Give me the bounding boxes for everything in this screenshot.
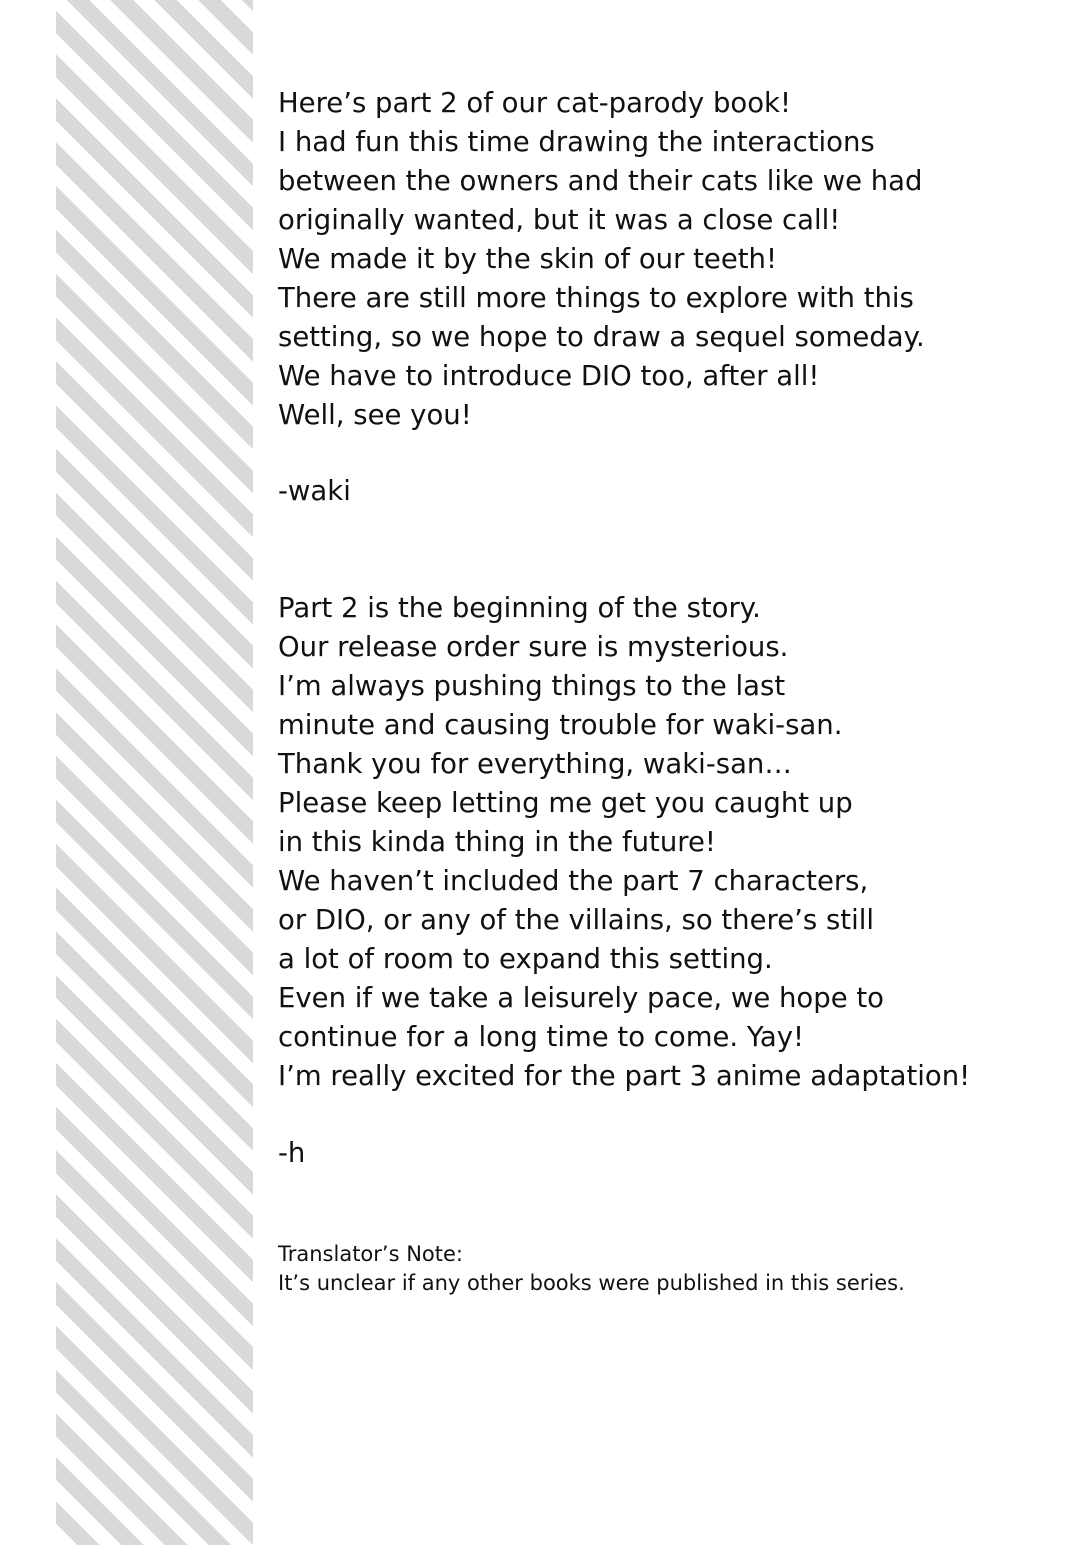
afterword-line: Part 2 is the beginning of the story. xyxy=(278,592,761,624)
translator-note-heading: Translator’s Note: xyxy=(278,1242,463,1266)
afterword-line: Here’s part 2 of our cat-parody book! xyxy=(278,87,791,119)
signature-h: -h xyxy=(278,1137,306,1169)
afterword-line: setting, so we hope to draw a sequel someday. xyxy=(278,321,925,353)
diagonal-stripe-decoration xyxy=(56,0,253,1545)
afterword-line: originally wanted, but it was a close call! xyxy=(278,204,841,236)
afterword-h xyxy=(278,589,1018,1096)
afterword-line: I had fun this time drawing the interactions xyxy=(278,126,875,158)
afterword-line: We have to introduce DIO too, after all! xyxy=(278,360,820,392)
signature-waki: -waki xyxy=(278,475,351,507)
afterword-line: There are still more things to explore with this xyxy=(278,282,914,314)
afterword-line: Even if we take a leisurely pace, we hope to xyxy=(278,982,884,1014)
translator-note-text: It’s unclear if any other books were published in this series. xyxy=(278,1271,905,1295)
afterword-line: I’m always pushing things to the last xyxy=(278,670,786,702)
afterword-waki xyxy=(278,84,1018,435)
afterword-line: or DIO, or any of the villains, so there’s still xyxy=(278,904,874,936)
afterword-line: in this kinda thing in the future! xyxy=(278,826,716,858)
signature-waki-block xyxy=(278,472,1018,511)
afterword-line: We haven’t included the part 7 characters, xyxy=(278,865,869,897)
translator-note xyxy=(278,1240,1018,1298)
afterword-line: Thank you for everything, waki-san… xyxy=(278,748,792,780)
afterword-line: Well, see you! xyxy=(278,399,472,431)
afterword-line: Our release order sure is mysterious. xyxy=(278,631,789,663)
signature-h-block xyxy=(278,1134,1018,1173)
afterword-line: a lot of room to expand this setting. xyxy=(278,943,773,975)
afterword-line: continue for a long time to come. Yay! xyxy=(278,1021,805,1053)
afterword-line: We made it by the skin of our teeth! xyxy=(278,243,777,275)
afterword-line: minute and causing trouble for waki-san. xyxy=(278,709,843,741)
afterword-line: Please keep letting me get you caught up xyxy=(278,787,853,819)
afterword-line: I’m really excited for the part 3 anime adaptation! xyxy=(278,1060,971,1092)
afterword-line: between the owners and their cats like we had xyxy=(278,165,923,197)
